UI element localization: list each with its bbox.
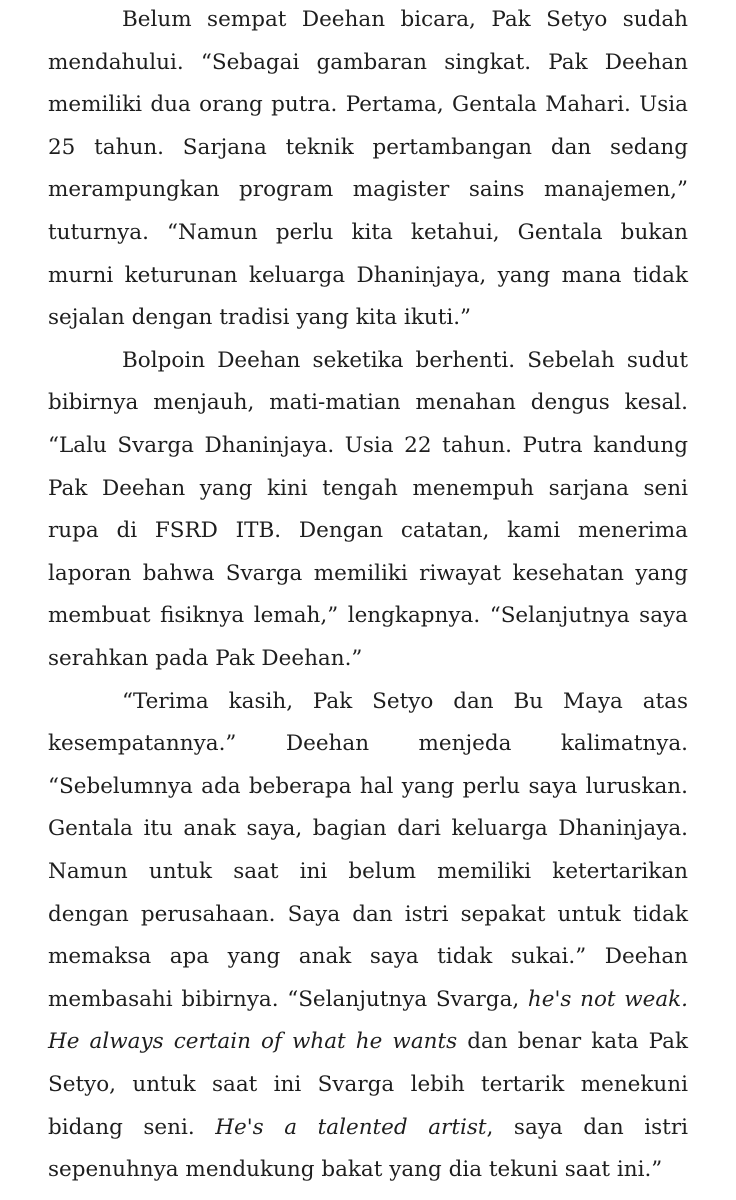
text-line	[48, 43, 688, 83]
text-segment: bidang seni.	[48, 1114, 216, 1140]
text-segment: tuturnya. “Namun perlu kita ketahui, Gentala bukan	[48, 220, 688, 245]
text-line	[48, 1108, 688, 1148]
text-segment: sejalan dengan tradisi yang kita ikuti.”	[48, 305, 472, 331]
text-segment: Setyo, untuk saat ini Svarga lebih tertarik menekuni	[48, 1072, 688, 1097]
text-line	[48, 980, 688, 1020]
text-segment: Pak Deehan yang kini tengah menempuh sarjana seni	[48, 475, 688, 501]
text-line	[48, 298, 688, 338]
text-line	[48, 852, 688, 892]
text-segment: dan benar kata Pak	[457, 1029, 688, 1055]
text-line	[48, 256, 688, 296]
text-segment: membuat fisiknya lemah,” lengkapnya. “Selanjutnya saya	[48, 603, 688, 629]
text-segment: “Lalu Svarga Dhaninjaya. Usia 22 tahun. Putra kandung	[48, 433, 688, 458]
text-line	[48, 213, 688, 253]
text-segment: , saya dan istri	[486, 1114, 688, 1140]
text-segment: bibirnya menjauh, mati-matian menahan dengus kesal.	[48, 390, 688, 416]
text-segment: memaksa apa yang anak saya tidak sukai.” Deehan	[48, 944, 688, 970]
text-line	[48, 937, 688, 977]
italic-text: he's not weak.	[527, 986, 689, 1012]
text-line	[48, 724, 688, 764]
text-segment: 25 tahun. Sarjana teknik pertambangan dan sedang	[48, 134, 688, 160]
text-segment: mendahului. “Sebagai gambaran singkat. Pak Deehan	[48, 49, 688, 75]
text-segment: laporan bahwa Svarga memiliki riwayat kesehatan yang	[48, 560, 688, 586]
text-line	[122, 341, 688, 381]
text-line	[48, 426, 688, 466]
text-line	[48, 469, 688, 509]
text-segment: membasahi bibirnya. “Selanjutnya Svarga,	[48, 986, 528, 1012]
text-line	[122, 682, 688, 722]
text-line	[48, 170, 688, 210]
text-line	[48, 767, 688, 807]
text-line	[48, 554, 688, 594]
italic-text: He's a talented artist	[215, 1114, 487, 1140]
text-line	[48, 1065, 688, 1105]
text-line	[48, 511, 688, 551]
text-line	[122, 0, 688, 40]
text-line	[48, 85, 688, 125]
text-line	[48, 1150, 688, 1190]
text-segment: Bolpoin Deehan seketika berhenti. Sebelah sudut	[122, 347, 688, 373]
text-segment: merampungkan program magister sains manajemen,”	[48, 177, 688, 203]
italic-text: He always certain of what he wants	[48, 1029, 458, 1055]
text-line	[48, 809, 688, 849]
text-line	[48, 383, 688, 423]
text-segment: “Terima kasih, Pak Setyo dan Bu Maya atas	[122, 688, 688, 714]
text-line	[48, 895, 688, 935]
text-segment: serahkan pada Pak Deehan.”	[48, 646, 363, 671]
text-segment: sepenuhnya mendukung bakat yang dia tekuni saat ini.”	[48, 1157, 663, 1183]
text-segment: rupa di FSRD ITB. Dengan catatan, kami menerima	[48, 518, 688, 544]
text-segment: “Sebelumnya ada beberapa hal yang perlu saya luruskan.	[48, 773, 688, 799]
text-segment: dengan perusahaan. Saya dan istri sepakat untuk tidak	[48, 901, 688, 927]
text-segment: Namun untuk saat ini belum memiliki ketertarikan	[48, 859, 688, 884]
text-segment: memiliki dua orang putra. Pertama, Gentala Mahari. Usia	[48, 92, 688, 118]
text-segment: Gentala itu anak saya, bagian dari keluarga Dhaninjaya.	[48, 816, 688, 842]
text-line	[48, 1022, 688, 1062]
text-segment: murni keturunan keluarga Dhaninjaya, yang mana tidak	[48, 262, 688, 288]
text-segment: kesempatannya.” Deehan menjeda kalimatnya.	[48, 731, 688, 757]
text-line	[48, 596, 688, 636]
text-line	[48, 639, 688, 679]
text-line	[48, 128, 688, 168]
text-segment: Belum sempat Deehan bicara, Pak Setyo sudah	[122, 7, 688, 32]
